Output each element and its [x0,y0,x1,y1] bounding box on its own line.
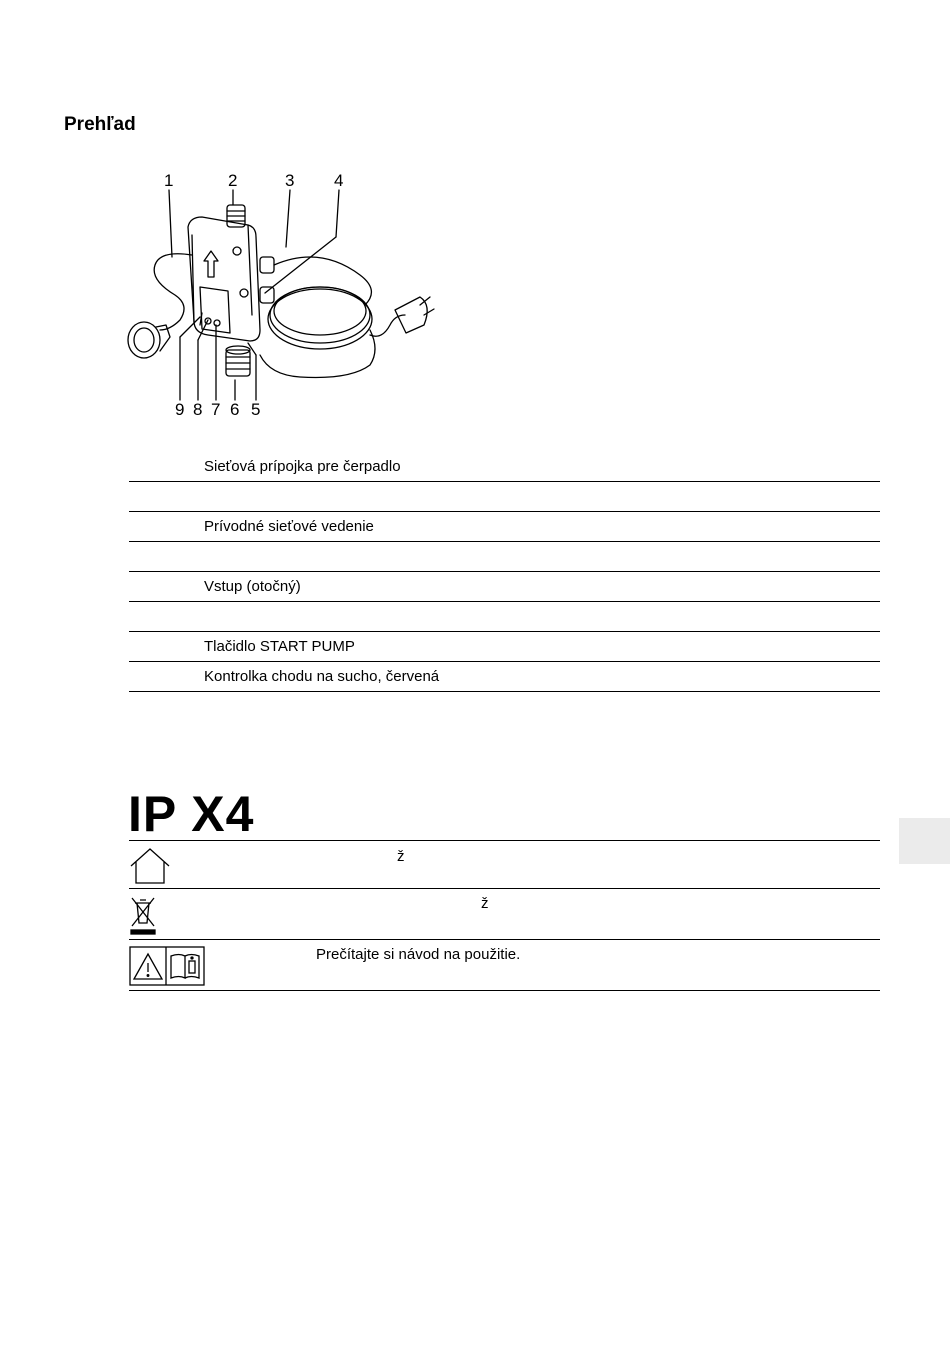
legend-number [129,452,204,482]
callout-6: 6 [230,400,240,419]
legend-number [129,572,204,602]
legend-text [204,542,880,572]
legend-number [129,662,204,692]
symbol-text: ž [481,895,489,912]
legend-row [129,452,880,482]
symbol-text: ž [397,848,405,865]
callout-9: 9 [175,400,185,419]
legend-number [129,482,204,512]
legend-text: Kontrolka chodu na sucho, červená [204,662,880,692]
page-title: Prehľad [64,114,136,135]
legend-row [129,602,880,632]
house-icon [129,847,171,890]
legend-number [129,542,204,572]
legend-row [129,632,880,662]
legend-row [129,512,880,542]
symbol-row [129,840,880,888]
legend-row [129,482,880,512]
legend-table [129,452,880,692]
callout-3: 3 [285,171,295,190]
callout-7: 7 [211,400,221,419]
callout-8: 8 [193,400,203,419]
legend-text [204,602,880,632]
callout-5: 5 [251,400,261,419]
crossed-bin-icon [129,895,157,940]
product-illustration [120,165,450,435]
symbol-row [129,888,880,939]
language-tab [899,818,950,864]
table-bottom-rule [129,990,880,992]
symbol-row [129,939,880,990]
ip-rating: IP X4 [128,786,255,842]
callout-1: 1 [164,171,174,190]
callout-2: 2 [228,171,238,190]
warning-manual-icon [129,946,205,991]
legend-text [204,482,880,512]
legend-row [129,662,880,692]
callout-4: 4 [334,171,344,190]
legend-text: Prívodné sieťové vedenie [204,512,880,542]
legend-number [129,602,204,632]
legend-number [129,632,204,662]
symbols-table [129,840,880,992]
legend-number [129,512,204,542]
symbol-text: Prečítajte si návod na použitie. [316,946,521,963]
legend-text: Vstup (otočný) [204,572,880,602]
legend-row [129,542,880,572]
legend-text: Tlačidlo START PUMP [204,632,880,662]
legend-text: Sieťová prípojka pre čerpadlo [204,452,880,482]
legend-row [129,572,880,602]
